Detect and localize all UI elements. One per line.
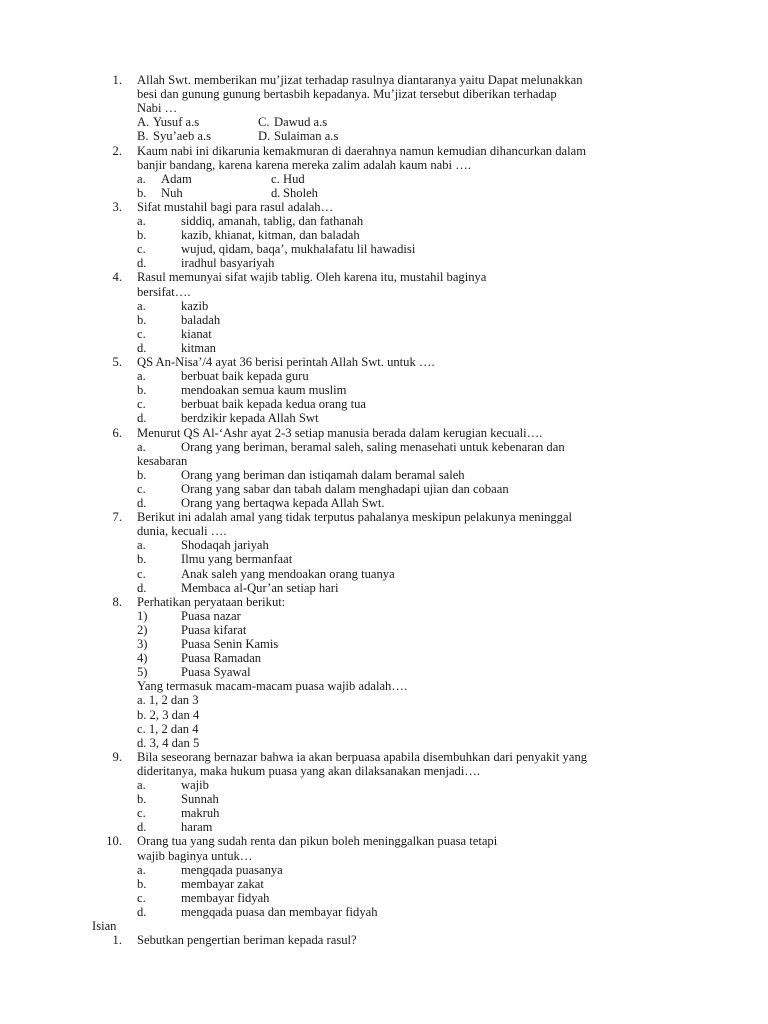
option-text: berbuat baik kepada kedua orang tua (181, 397, 366, 411)
option-text: berbuat baik kepada guru (181, 369, 309, 383)
option-text: haram (181, 820, 213, 834)
option-text: mengqada puasanya (181, 863, 283, 877)
option-label: a. (137, 538, 146, 552)
question-text: Menurut QS Al-‘Ashr ayat 2-3 setiap manusia berada dalam kerugian kecuali…. (137, 426, 543, 440)
option-label: d. (137, 820, 147, 834)
question-text: Sebutkan pengertian beriman kepada rasul? (137, 933, 357, 947)
section-heading-isian: Isian (92, 919, 117, 933)
option-label: a. (137, 863, 146, 877)
option-label: c. (137, 482, 146, 496)
option-text: mendoakan semua kaum muslim (181, 383, 347, 397)
option-label: A. (137, 115, 150, 129)
question-number: 9. (112, 750, 122, 764)
option-label: a. (137, 440, 146, 454)
option-text: Syu’aeb a.s (153, 129, 212, 143)
question-text: Berikut ini adalah amal yang tidak terputus pahalanya meskipun pelakunya meninggal (137, 510, 573, 524)
question-number: 1. (112, 73, 122, 87)
option-text: Dawud a.s (274, 115, 328, 129)
option-label: a. (137, 369, 146, 383)
option-text: Orang yang bertaqwa kepada Allah Swt. (181, 496, 385, 510)
question-number: 4. (112, 270, 122, 284)
option-text: b. 2, 3 dan 4 (137, 708, 200, 722)
question-number: 1. (112, 933, 122, 947)
option-label: a. (137, 214, 146, 228)
option-label: c. (137, 567, 146, 581)
question-text: Perhatikan peryataan berikut: (137, 595, 286, 609)
question-number: 10. (106, 834, 122, 848)
option-text: Membaca al-Qur’an setiap hari (181, 581, 339, 595)
option-text: a. 1, 2 dan 3 (137, 693, 199, 707)
question-text: besi dan gunung gunung bertasbih kepadanya. Mu’jizat tersebut diberikan terhadap (137, 87, 557, 101)
option-text: iradhul basyariyah (181, 256, 275, 270)
question-number: 5. (112, 355, 122, 369)
option-text: kazib (181, 299, 209, 313)
option-label: c. (137, 242, 146, 256)
statement-label: 2) (137, 623, 148, 637)
option-text: Orang yang beriman, beramal saleh, saling menasehati untuk kebenaran dan (181, 440, 565, 454)
option-label: B. (137, 129, 149, 143)
option-label: C. (258, 115, 270, 129)
option-label: c. (137, 891, 146, 905)
option-label: d. (137, 256, 147, 270)
option-text: Nuh (161, 186, 183, 200)
option-text: mengqada puasa dan membayar fidyah (181, 905, 378, 919)
question-text: dideritanya, maka hukum puasa yang akan dilaksanakan menjadi…. (137, 764, 481, 778)
option-text-continued: kesabaran (137, 454, 188, 468)
option-label: b. (137, 552, 147, 566)
statement-text: Puasa Ramadan (181, 651, 262, 665)
option-text: Ilmu yang bermanfaat (181, 552, 293, 566)
option-text: Sunnah (181, 792, 219, 806)
option-text: Shodaqah jariyah (181, 538, 269, 552)
option-label: d. (137, 581, 147, 595)
statement-text: Puasa Syawal (181, 665, 251, 679)
option-text: Anak saleh yang mendoakan orang tuanya (181, 567, 395, 581)
option-text: Sulaiman a.s (274, 129, 339, 143)
option-text: Orang yang beriman dan istiqamah dalam beramal saleh (181, 468, 465, 482)
question-text: Allah Swt. memberikan mu’jizat terhadap rasulnya diantaranya yaitu Dapat melunakkan (137, 73, 583, 87)
option-label: b. (137, 228, 147, 242)
option-text: berdzikir kepada Allah Swt (181, 411, 319, 425)
option-text: d. 3, 4 dan 5 (137, 736, 200, 750)
option-label: b. (137, 313, 147, 327)
question-text: Rasul memunyai sifat wajib tablig. Oleh karena itu, mustahil baginya (137, 270, 487, 284)
option-label: a. (137, 172, 146, 186)
question-text: wajib baginya untuk… (137, 849, 253, 863)
question-text: Sifat mustahil bagi para rasul adalah… (137, 200, 334, 214)
option-text: Adam (161, 172, 192, 186)
option-label: b. (137, 383, 147, 397)
question-number: 3. (112, 200, 122, 214)
statement-label: 3) (137, 637, 148, 651)
option-text: membayar fidyah (181, 891, 270, 905)
option-label: b. (137, 792, 147, 806)
statement-label: 4) (137, 651, 148, 665)
question-text: QS An-Nisa’/4 ayat 36 berisi perintah Allah Swt. untuk …. (137, 355, 435, 369)
question-text: banjir bandang, karena karena mereka zalim adalah kaum nabi …. (137, 158, 471, 172)
option-label: b. (137, 468, 147, 482)
option-text: kitman (181, 341, 216, 355)
option-label: a. (137, 299, 146, 313)
option-label: d. (137, 411, 147, 425)
question-number: 8. (112, 595, 122, 609)
option-label: c. (271, 172, 280, 186)
statement-text: Puasa Senin Kamis (181, 637, 279, 651)
option-text: makruh (181, 806, 220, 820)
option-label: a. (137, 778, 146, 792)
question-number: 6. (112, 426, 122, 440)
option-text: kianat (181, 327, 212, 341)
option-text: baladah (181, 313, 221, 327)
question-text: Yang termasuk macam-macam puasa wajib adalah…. (137, 679, 408, 693)
statement-text: Puasa kifarat (181, 623, 247, 637)
option-label: c. (137, 806, 146, 820)
option-text: Yusuf a.s (153, 115, 200, 129)
option-text: membayar zakat (181, 877, 264, 891)
option-text: wajib (181, 778, 209, 792)
option-label: d. (137, 496, 147, 510)
question-number: 7. (112, 510, 122, 524)
option-label: c. (137, 327, 146, 341)
option-text: Orang yang sabar dan tabah dalam menghadapi ujian dan cobaan (181, 482, 509, 496)
option-text: siddiq, amanah, tablig, dan fathanah (181, 214, 364, 228)
question-text: Kaum nabi ini dikarunia kemakmuran di daerahnya namun kemudian dihancurkan dalam (137, 144, 587, 158)
question-text: Bila seseorang bernazar bahwa ia akan berpuasa apabila disembuhkan dari penyakit yang (137, 750, 588, 764)
question-text: dunia, kecuali …. (137, 524, 227, 538)
option-label: c. (137, 397, 146, 411)
option-text: kazib, khianat, kitman, dan baladah (181, 228, 360, 242)
option-text: Sholeh (283, 186, 318, 200)
option-text: c. 1, 2 dan 4 (137, 722, 199, 736)
option-text: Hud (283, 172, 305, 186)
option-text: wujud, qidam, baqa’, mukhalafatu lil hawadisi (181, 242, 416, 256)
option-label: D. (258, 129, 271, 143)
question-number: 2. (112, 144, 122, 158)
statement-label: 1) (137, 609, 148, 623)
statement-text: Puasa nazar (181, 609, 241, 623)
option-label: d. (137, 905, 147, 919)
question-text: bersifat…. (137, 285, 191, 299)
option-label: b. (137, 186, 147, 200)
question-text: Nabi … (137, 101, 178, 115)
statement-label: 5) (137, 665, 148, 679)
option-label: d. (271, 186, 281, 200)
question-text: Orang tua yang sudah renta dan pikun boleh meninggalkan puasa tetapi (137, 834, 498, 848)
option-label: b. (137, 877, 147, 891)
option-label: d. (137, 341, 147, 355)
